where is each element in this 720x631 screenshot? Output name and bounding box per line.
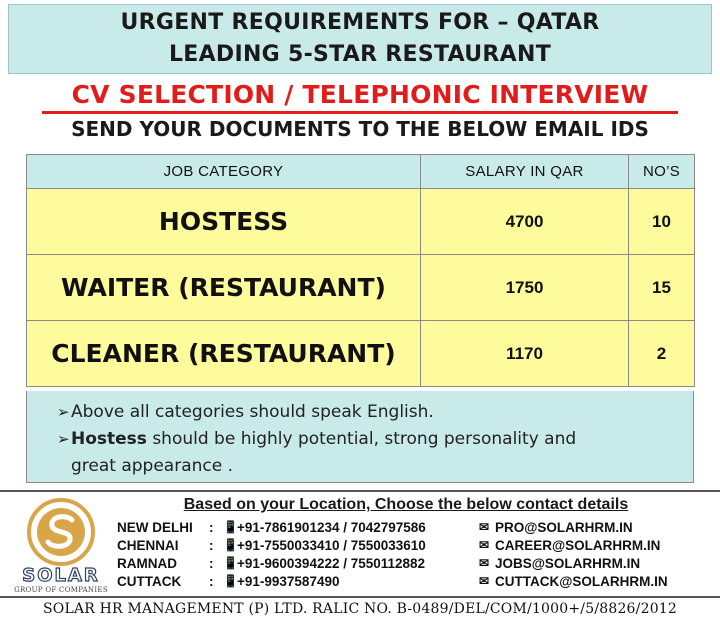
logo-tagline: GROUP OF COMPANIES (14, 586, 108, 594)
email-address[interactable]: CAREER@SOLARHRM.IN (495, 537, 661, 553)
separator: : (209, 573, 214, 589)
logo-wordmark: SOLAR (22, 565, 100, 586)
notes-box (26, 391, 694, 483)
count-cell: 2 (629, 321, 695, 387)
contact-list (117, 518, 717, 590)
job-category-cell: CLEANER (RESTAURANT) (27, 321, 421, 387)
note-hostess-bold: Hostess (71, 429, 147, 449)
job-table (26, 154, 695, 387)
table-header-row (27, 155, 695, 189)
phone-icon: 📱 (223, 556, 238, 570)
mail-icon: ✉ (479, 538, 490, 552)
phone-number[interactable]: +91-7550033410 / 7550033610 (237, 537, 426, 553)
section-divider (0, 490, 720, 492)
mail-icon: ✉ (479, 574, 490, 588)
job-category-cell: WAITER (RESTAURANT) (27, 255, 421, 321)
table-row (27, 189, 695, 255)
email-address[interactable]: CUTTACK@SOLARHRM.IN (495, 573, 668, 589)
count-cell: 15 (629, 255, 695, 321)
salary-cell: 4700 (421, 189, 629, 255)
note-hostess (57, 426, 693, 453)
table-row (27, 255, 695, 321)
phone-number[interactable]: +91-7861901234 / 7042797586 (237, 519, 426, 535)
table-row (27, 321, 695, 387)
mail-icon: ✉ (479, 556, 490, 570)
phone-number[interactable]: +91-9600394222 / 7550112882 (237, 555, 426, 571)
banner-line-1: URGENT REQUIREMENTS FOR – QATAR (120, 10, 600, 35)
top-banner (8, 4, 712, 74)
footer-company-line: SOLAR HR MANAGEMENT (P) LTD. RALIC NO. B-0489/DEL/COM/1000+/5/8826/2012 (42, 601, 678, 617)
email-address[interactable]: PRO@SOLARHRM.IN (495, 519, 633, 535)
separator: : (209, 519, 214, 535)
mail-icon: ✉ (479, 520, 490, 534)
phone-number[interactable]: +91-9937587490 (237, 573, 340, 589)
banner-line-2: LEADING 5-STAR RESTAURANT (168, 42, 552, 67)
separator: : (209, 537, 214, 553)
contact-row-cuttack (117, 572, 717, 590)
arrow-bullet-icon: ➢ (57, 430, 70, 448)
contact-row-new-delhi (117, 518, 717, 536)
solar-logo (6, 496, 116, 596)
city-name: NEW DELHI (117, 519, 193, 535)
cv-title-underline (42, 111, 678, 114)
note-text: Above all categories should speak English. (71, 402, 434, 422)
send-documents-line: SEND YOUR DOCUMENTS TO THE BELOW EMAIL IDS (71, 117, 649, 141)
note-continuation: great appearance . (71, 456, 234, 476)
count-cell: 10 (629, 189, 695, 255)
city-name: CHENNAI (117, 537, 179, 553)
header-salary: SALARY IN QAR (421, 155, 629, 189)
contact-title: Based on your Location, Choose the below contact details (183, 496, 629, 513)
separator: : (209, 555, 214, 571)
contact-row-ramnad (117, 554, 717, 572)
phone-icon: 📱 (223, 574, 238, 588)
email-address[interactable]: JOBS@SOLARHRM.IN (495, 555, 641, 571)
salary-cell: 1170 (421, 321, 629, 387)
note-english (57, 399, 693, 426)
cv-selection-title: CV SELECTION / TELEPHONIC INTERVIEW (71, 80, 649, 109)
job-category-cell: HOSTESS (27, 189, 421, 255)
arrow-bullet-icon: ➢ (57, 403, 70, 421)
salary-cell: 1750 (421, 255, 629, 321)
footer-divider (0, 596, 720, 598)
header-job-category: JOB CATEGORY (27, 155, 421, 189)
phone-icon: 📱 (223, 538, 238, 552)
contact-row-chennai (117, 536, 717, 554)
phone-icon: 📱 (223, 520, 238, 534)
city-name: CUTTACK (117, 573, 182, 589)
city-name: RAMNAD (117, 555, 177, 571)
header-count: NO’S (629, 155, 695, 189)
note-text: should be highly potential, strong personality and (146, 429, 577, 449)
